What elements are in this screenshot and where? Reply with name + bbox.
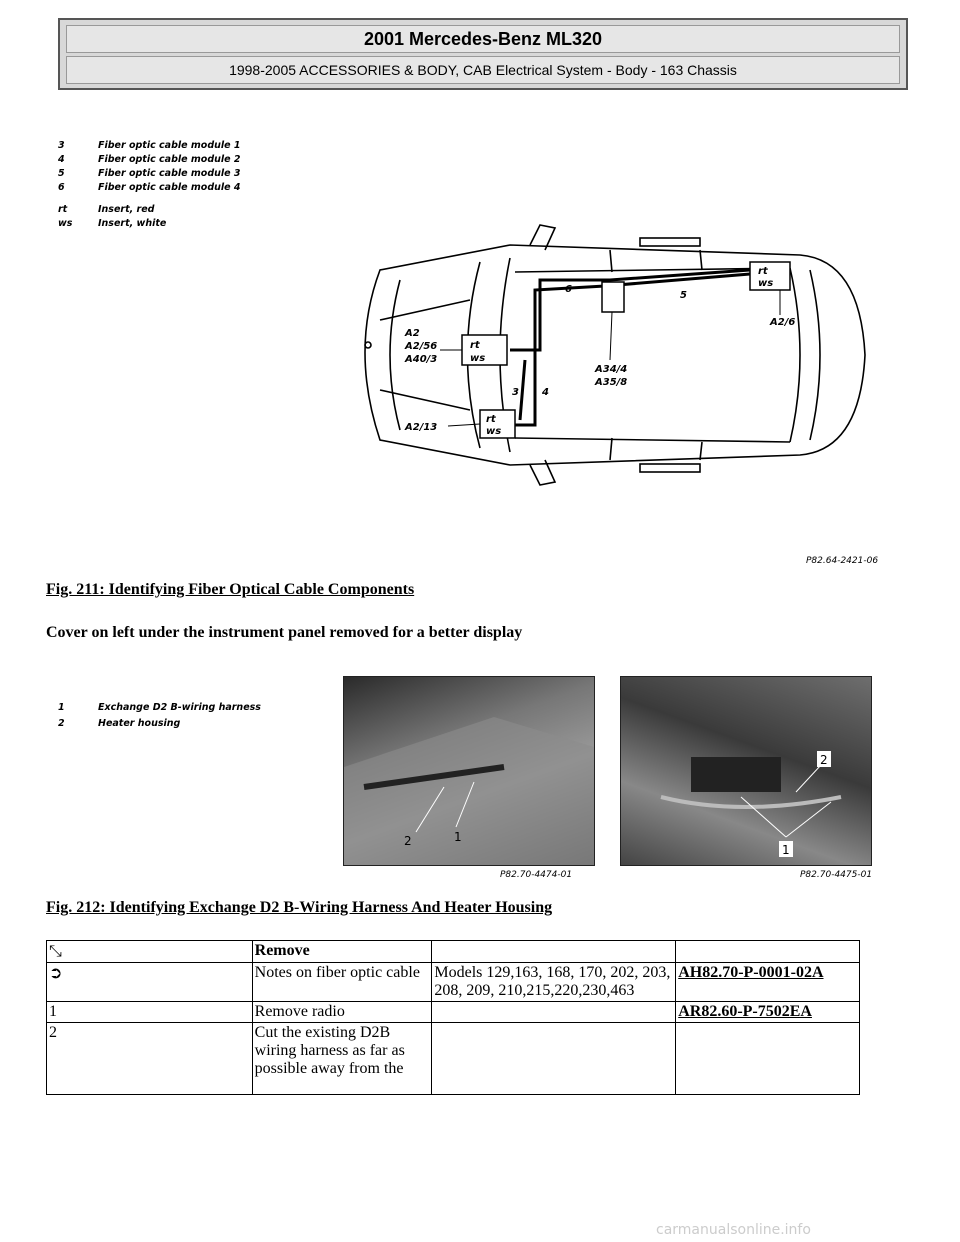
table-cell-icon [47, 963, 253, 1002]
fig211-label-a2-56: A2/56 [405, 341, 438, 352]
fig212-caption: Fig. 212: Identifying Exchange D2 B-Wiring Harness And Heater Housing [46, 899, 553, 916]
fig211-caption: Fig. 211: Identifying Fiber Optical Cable Components [46, 581, 415, 598]
fig211-label-a40-3: A40/3 [405, 354, 438, 365]
table-row [47, 941, 860, 963]
expand-icon[interactable]: ⤡ [49, 941, 62, 960]
fig212-code-right: P82.70-4475-01 [800, 870, 873, 880]
fig211-label-rt-3: rt [758, 266, 768, 277]
fig211-label-rt-2: rt [486, 414, 496, 425]
legend-key: 2 [58, 718, 65, 729]
table-cell-ref [676, 1023, 860, 1095]
table-cell-ref [676, 941, 860, 963]
fig212-code-left: P82.70-4474-01 [500, 870, 573, 880]
reference-link[interactable]: AH82.70-P-0001-02A [678, 964, 824, 981]
page-bottom-margin [0, 1128, 960, 1242]
fig211-label-a2-6: A2/6 [770, 317, 796, 328]
fig211-label-ws-1: ws [470, 353, 486, 364]
photo-left-callout-1: 1 [454, 830, 462, 844]
info-arrow-icon: ➲ [49, 963, 63, 982]
reference-link[interactable]: AR82.60-P-7502EA [678, 1003, 812, 1020]
fig211-legend [58, 140, 258, 240]
table-cell-ref [676, 963, 860, 1002]
document-subtitle: 1998-2005 ACCESSORIES & BODY, CAB Electrical System - Body - 163 Chassis [66, 56, 900, 84]
legend-value: Fiber optic cable module 1 [98, 140, 241, 151]
fig211-label-a2-13: A2/13 [405, 422, 438, 433]
instruction-note: Cover on left under the instrument panel removed for a better display [46, 624, 523, 641]
table-cell-action: Notes on fiber optic cable [252, 963, 432, 1002]
table-cell-detail [432, 1023, 676, 1095]
photo-right [620, 676, 872, 866]
table-cell-action: Remove [252, 941, 432, 963]
fig211-label-a35-8: A35/8 [595, 377, 628, 388]
document-title: 2001 Mercedes-Benz ML320 [66, 25, 900, 53]
legend-value: Exchange D2 B-wiring harness [98, 702, 261, 713]
table-cell-detail: Models 129,163, 168, 170, 202, 203, 208, 209, 210,215,220,230,463 [432, 963, 676, 1002]
legend-key: 5 [58, 168, 65, 179]
legend-key: 1 [58, 702, 65, 713]
fig211-label-a34-4: A34/4 [595, 364, 628, 375]
fig211-label-rt-1: rt [470, 340, 480, 351]
table-cell-step: 1 [47, 1002, 253, 1023]
legend-key: 4 [58, 154, 65, 165]
legend-value: Insert, white [98, 218, 167, 229]
table-row [47, 1002, 860, 1023]
photo-left [343, 676, 595, 866]
table-cell-step: 2 [47, 1023, 253, 1095]
photo-right-callout-1: 1 [782, 843, 790, 857]
fig211-label-4: 4 [542, 387, 549, 398]
legend-value: Insert, red [98, 204, 155, 215]
table-cell-icon [47, 941, 253, 963]
photo-left-callout-2: 2 [404, 834, 412, 848]
fig212-legend [58, 702, 298, 732]
legend-key: rt [58, 204, 68, 215]
photo-right-callout-2: 2 [820, 753, 828, 767]
table-cell-detail [432, 941, 676, 963]
fig211-label-ws-2: ws [486, 426, 502, 437]
fig211-label-5: 5 [680, 290, 687, 301]
table-cell-action: Cut the existing D2B wiring harness as far as possible away from the [252, 1023, 432, 1095]
table-cell-action: Remove radio [252, 1002, 432, 1023]
photo-left-callouts [344, 677, 594, 865]
legend-value: Fiber optic cable module 3 [98, 168, 241, 179]
table-cell-detail [432, 1002, 676, 1023]
legend-key: 6 [58, 182, 65, 193]
fig211-label-ws-3: ws [758, 278, 774, 289]
photo-right-callouts [621, 677, 871, 865]
vehicle-fiber-optic-diagram [340, 210, 880, 500]
legend-key: 3 [58, 140, 65, 151]
fig211-label-3: 3 [512, 387, 519, 398]
fig211-code: P82.64-2421-06 [806, 556, 879, 566]
fig211-label-6: 6 [565, 284, 572, 295]
watermark: carmanualsonline.info [656, 1222, 811, 1238]
table-row [47, 1023, 860, 1095]
legend-key: ws [58, 218, 73, 229]
procedure-table [46, 940, 860, 1095]
table-cell-ref [676, 1002, 860, 1023]
fig211-label-a2: A2 [405, 328, 420, 339]
legend-value: Heater housing [98, 718, 181, 729]
legend-value: Fiber optic cable module 2 [98, 154, 241, 165]
legend-value: Fiber optic cable module 4 [98, 182, 241, 193]
table-row [47, 963, 860, 1002]
document-header [58, 18, 908, 90]
